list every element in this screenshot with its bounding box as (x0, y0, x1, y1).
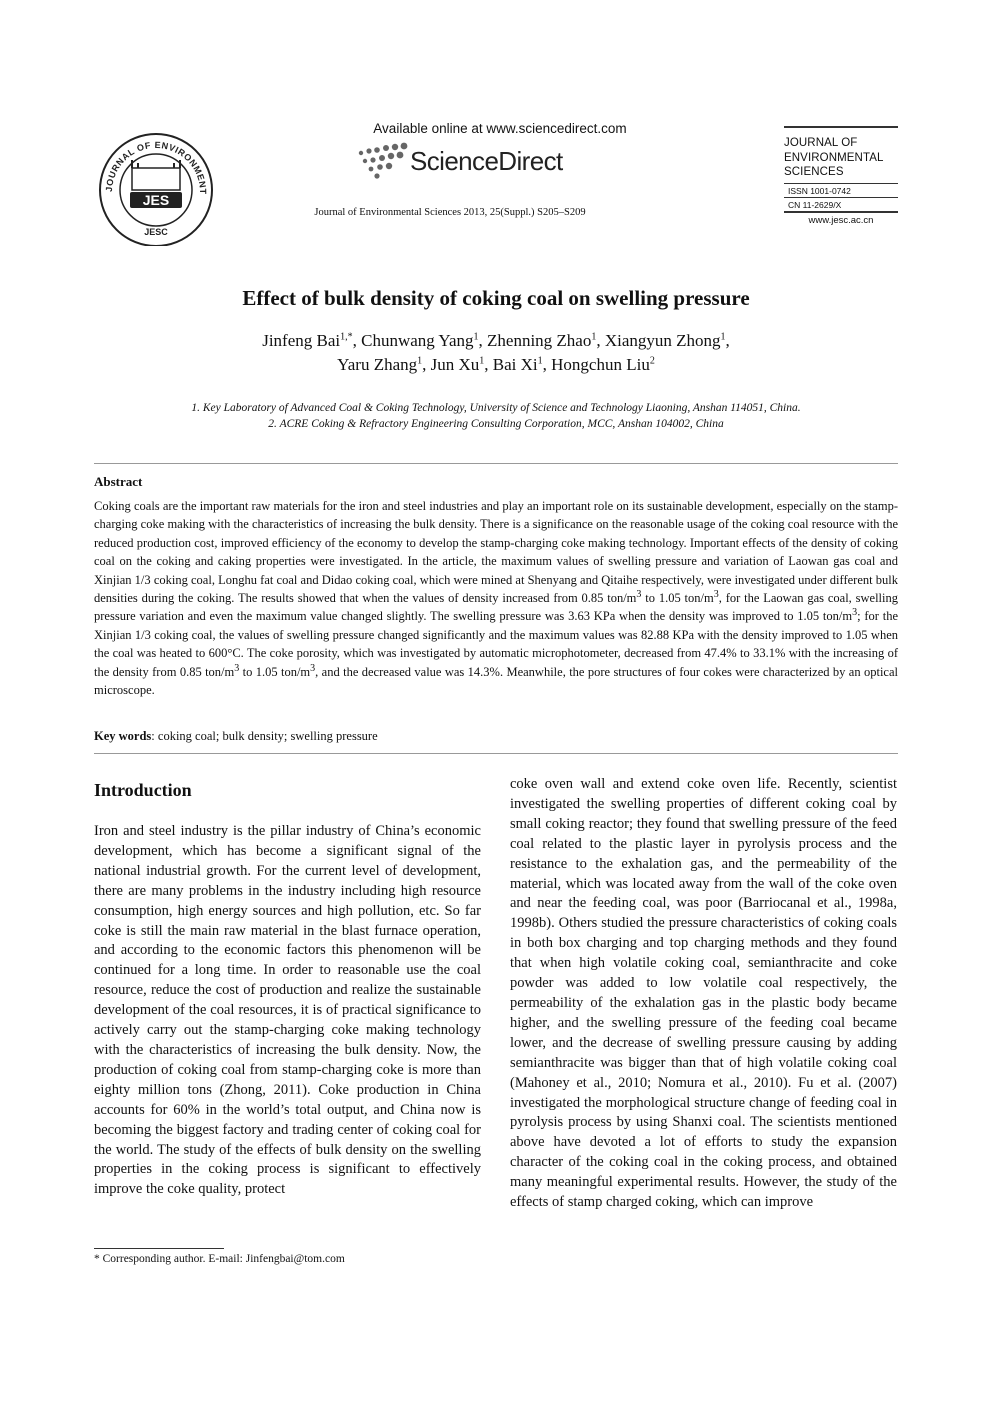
author-affiliation-mark: 1 (537, 355, 543, 367)
author-name: Yaru Zhang (337, 355, 418, 374)
superscript: 3 (234, 662, 240, 674)
superscript: 3 (713, 588, 719, 600)
superscript: 3 (636, 588, 642, 600)
available-online-text: Available online at www.sciencedirect.com (373, 121, 627, 136)
author-affiliation-mark: 1 (479, 355, 485, 367)
author-list-line1 (96, 331, 896, 351)
corresponding-author-footnote: * Corresponding author. E-mail: Jinfengbai@tom.com (94, 1253, 345, 1265)
abstract-body (94, 497, 898, 699)
abstract-text: to 1.05 ton/m (239, 664, 311, 679)
author-affiliation-mark: 1,* (340, 331, 353, 343)
affiliation-2: 2. ACRE Coking & Refractory Engineering Consulting Corporation, MCC, Anshan 104002, China (268, 418, 724, 430)
journal-box-top-rule (784, 126, 898, 128)
divider (94, 753, 898, 754)
author-name: Zhenning Zhao (487, 331, 592, 350)
journal-name-line2: ENVIRONMENTAL (784, 151, 884, 164)
author-name: Jun Xu (430, 355, 480, 374)
introduction-heading: Introduction (94, 780, 192, 800)
abstract-text: , for the Laowan gas coal, swelling pressure variation and even the maximum value changed slightly. The swelling pressure was 3.63 KPa when the density was improved to 1.05 ton/m (94, 591, 898, 624)
abstract-text: ; for the Xinjian 1/3 coking coal, the values of swelling pressure changed significantly and the maximum values was 82.88 KPa with the density improved to 1.05 when the coal was heated to 600°C. The coke porosity, which was investigated by automatic microphotometer, decreased from 47.4% to 33.1% with the increasing of the density from 0.85 ton/m (94, 609, 898, 679)
journal-name-line3: SCIENCES (784, 166, 844, 178)
author-affiliation-mark: 1 (417, 355, 423, 367)
author-affiliation-mark: 1 (591, 331, 597, 343)
journal-logo (94, 130, 218, 246)
journal-name (784, 136, 898, 180)
journal-citation: Journal of Environmental Sciences 2013, 25(Suppl.) S205–S209 (314, 207, 586, 218)
author-affiliation-mark: 1 (720, 331, 726, 343)
journal-box-rule (784, 211, 898, 213)
author-separator: , (596, 331, 605, 350)
author-separator: , (352, 331, 362, 350)
abstract-text: , and the decreased value was 14.3%. Meanwhile, the pore structures of four cokes were characterized by an optical microscope. (94, 664, 898, 698)
logo-bottom-text: JESC (144, 227, 168, 237)
author-name: Hongchun Liu (551, 355, 650, 374)
keywords-label: Key words (94, 729, 152, 743)
cn-text: CN 11-2629/X (788, 199, 842, 210)
abstract-text: Coking coals are the important raw materials for the iron and steel industries and play an important role on its sustainable development, especially on the stamp-charging coke making with the characteristics of increasing the bulk density. There is a significance on the reasonable usage of the coking coal resource with the reduced production cost, improved efficiency of the economy to develop the stamp-charging coke making technology. Important effects of the density of coking coal on the coking and caking properties were investigated. In the article, the maximum values of swelling pressure and variation of Laowan gas coal and Xinjian 1/3 coking coal, Longhu fat coal and Didao coking coal, which were mined at Shenyang and Qitaihe respectively, were investigated under different bulk densities during the coking. The results showed that when the values of density increased from 0.85 ton/m (94, 499, 898, 606)
journal-name-line1: JOURNAL OF (784, 137, 858, 149)
abstract-text: to 1.05 ton/m (641, 591, 714, 606)
author-name: Bai Xi (492, 355, 538, 374)
sciencedirect-logo-text: ScienceDirect (410, 146, 563, 176)
author-separator: , (542, 355, 552, 374)
affiliation-1: 1. Key Laboratory of Advanced Coal & Coking Technology, University of Science and Technology Liaoning, Anshan 114051, China. (191, 402, 801, 414)
keywords (94, 729, 378, 744)
logo-center-text: JES (142, 192, 170, 208)
author-separator: , (422, 355, 431, 374)
logo-ring-text: JOURNAL OF ENVIRONMENT (103, 139, 209, 195)
issn-text: ISSN 1001-0742 (788, 185, 851, 196)
author-separator: , (725, 331, 730, 350)
journal-url[interactable]: www.jesc.ac.cn (808, 214, 874, 226)
author-list-line2 (96, 355, 896, 375)
author-name: Jinfeng Bai (262, 331, 341, 350)
author-affiliation-mark: 1 (473, 331, 479, 343)
abstract-heading: Abstract (94, 474, 143, 489)
body-column-left: Iron and steel industry is the pillar industry of China’s economic development, which has become a significant signal of the national industrial growth. For the current level of development, there are many problems in the industry including high resource consumption, high energy sources and high pollution, etc. So far coke is still the main raw material in the blast furnace operation, and according to the economic factors this phenomenon will be continued for a long time. In order to reasonable use the coal resource, reduce the cost of production and realize the sustainable development of the coal resources, it is of practical significance to actively carry out the stamp-charging coke making technology with the characteristics of increasing the bulk density. Now, the production of coking coal from stamp-charging coke is more than eighty million tons (Zhong, 2011). Coke production in China accounts for 60% in the world’s total output, and China now is becoming the biggest factory and trading center of coking coal for the world. The study of the effects of bulk density on the swelling properties in the coking process is significant to effectively improve the coke quality, protect (94, 823, 481, 1198)
superscript: 3 (310, 662, 316, 674)
article-title: Effect of bulk density of coking coal on swelling pressure (242, 286, 750, 310)
keywords-list: : coking coal; bulk density; swelling pressure (151, 729, 378, 743)
body-column-right: coke oven wall and extend coke oven life. Recently, scientist investigated the swelling properties of different coking coal by small coking reactor; they found that swelling pressure of the feed coal related to the plastic layer in pyrolysis process and the resistance to the exhalation gas, and the permeability of the material, which was located away from the wall of the coke oven and near the feeding coal, was poor (Barriocanal et al., 1998a, 1998b). Others studied the pressure characteristics of coking coals in both box charging and top charging methods and they found that when high volatile coking coal, semianthracite and coke powder was added to low volatile coal respectively, the permeability of the exhalation gas in the plastic body became higher, and the swelling pressure of the feeding coal became lower, and the decrease of swelling pressure causing by adding semianthracite was bigger than that of high volatile coking coal (Mahoney et al., 2010; Nomura et al., 2010). Fu et al. (2007) investigated the morphological structure change of feeding coal in pyrolysis process by using Shanxi coal. The scientists mentioned above have devoted a lot of efforts to study the expansion character of the coking coal in the coking process, and obtained many meaningful experimental results. However, the study of the effects of stamp charged coking, which can improve (510, 776, 897, 1211)
journal-info-box (784, 126, 898, 226)
author-name: Xiangyun Zhong (604, 331, 721, 350)
author-name: Chunwang Yang (361, 331, 474, 350)
superscript: 3 (852, 607, 858, 619)
author-separator: , (484, 355, 493, 374)
divider (94, 463, 898, 464)
footnote-rule (94, 1248, 224, 1249)
author-affiliation-mark: 2 (649, 355, 655, 367)
author-separator: , (478, 331, 488, 350)
